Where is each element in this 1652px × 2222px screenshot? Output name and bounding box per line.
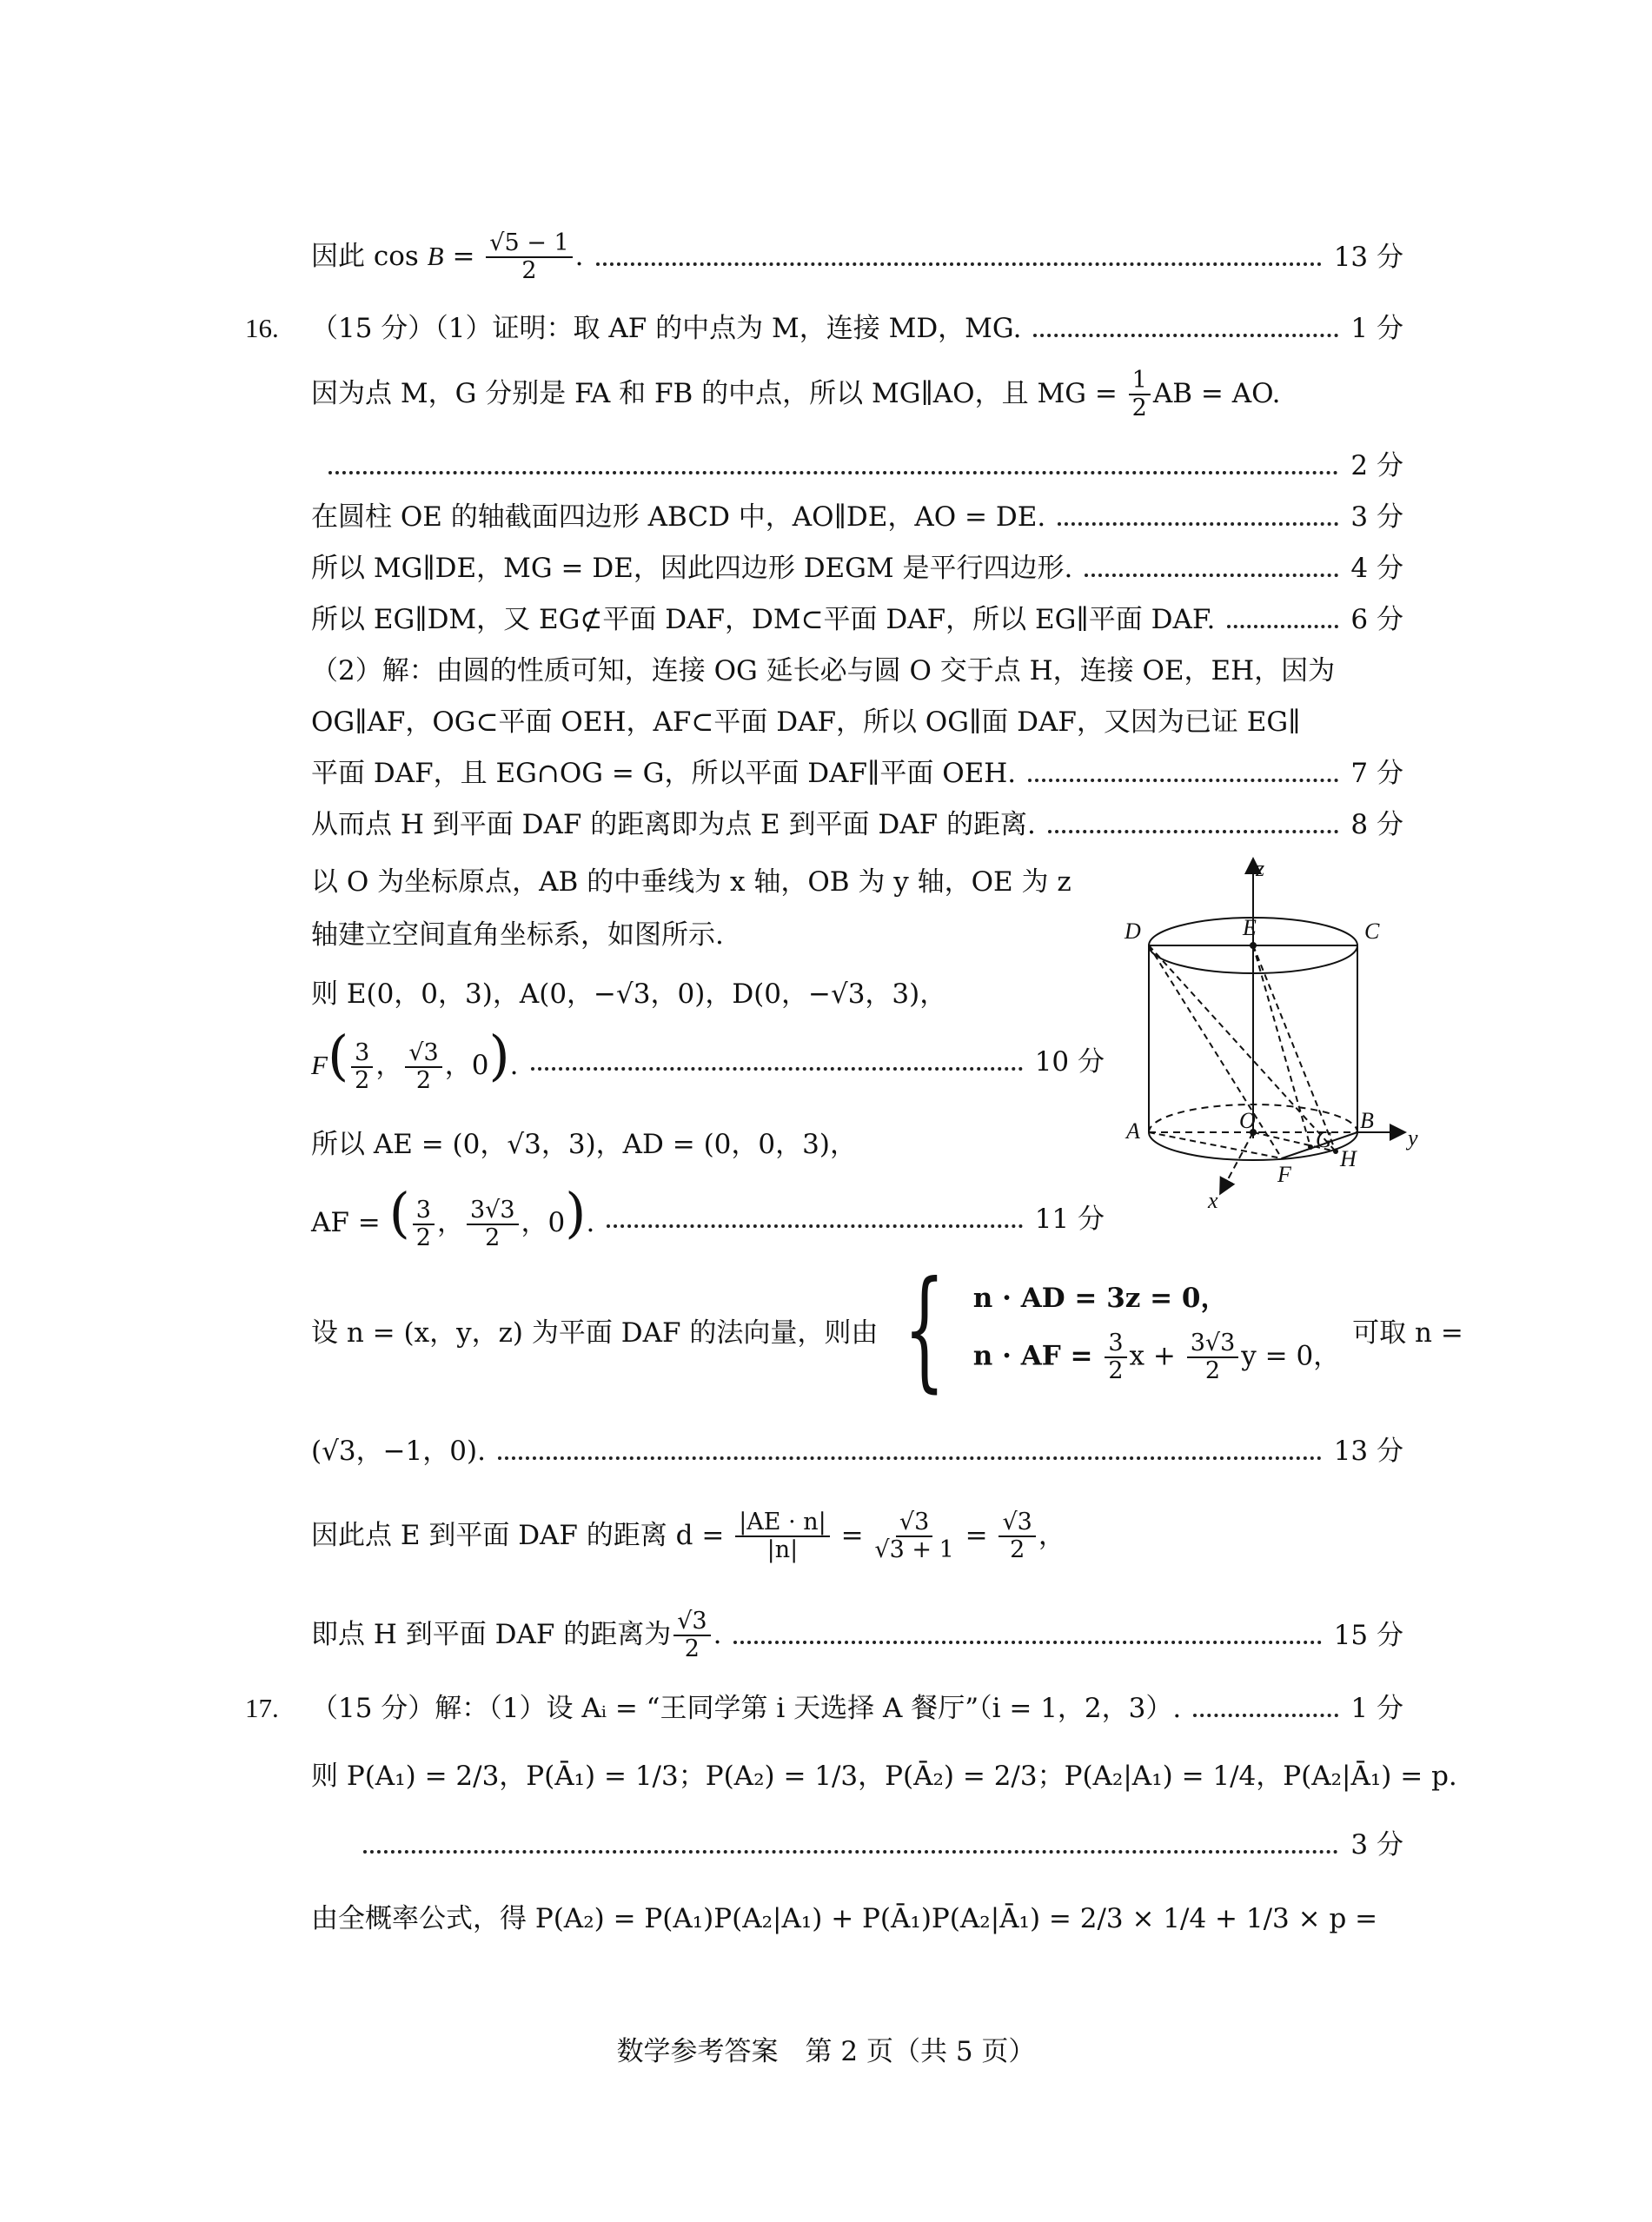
question-number: 16. — [245, 313, 279, 343]
leader-dots — [1227, 625, 1338, 628]
point-label-d: D — [1125, 919, 1141, 944]
point-label-f: F — [1277, 1162, 1291, 1187]
score-label: 3 分 — [1350, 501, 1403, 533]
leader-dots — [498, 1456, 1322, 1460]
q16-line-13: 则 E(0，0，3)，A(0，−√3，0)，D(0，−√3，3)， — [311, 978, 947, 1010]
q16-line-7: （2）解：由圆的性质可知，连接 OG 延长必与圆 O 交于点 H，连接 OE，EH，因为 — [311, 655, 1336, 686]
point-label-g: G — [1316, 1127, 1332, 1152]
score-label: 3 分 — [1350, 1829, 1403, 1861]
score-label: 2 分 — [1350, 450, 1403, 481]
score-label: 4 分 — [1350, 553, 1403, 584]
axis-label-x: x — [1208, 1188, 1218, 1213]
q16-line-11: 以 O 为坐标原点，AB 的中垂线为 x 轴，OB 为 y 轴，OE 为 z — [311, 866, 1071, 898]
leader-dots — [733, 1641, 1321, 1644]
leader-dots — [596, 262, 1322, 266]
leader-dots — [1033, 334, 1338, 337]
score-label: 1 分 — [1350, 1693, 1403, 1724]
q17-line-2: 则 P(A₁) = 2/3，P(Ā₁) = 1/3；P(A₂) = 1/3，P(Ā₂) = 2/3；P(A₂|A₁) = 1/4，P(A₂|Ā₁) = p. — [311, 1761, 1457, 1792]
q16-line-1: 16. （15 分）（1）证明：取 AF 的中点为 M，连接 MD，MG. 1 分 — [311, 302, 1403, 355]
score-label: 13 分 — [1333, 1436, 1403, 1467]
q16-line-19: 因此点 E 到平面 DAF 的距离 d = $\frac{|AE \cdot n|}{|n|}$ = $\frac{√3}{√3 + 1}$ = $\frac{√3}{2}$ ， — [311, 1509, 1065, 1564]
leader-dots — [1058, 522, 1338, 526]
q16-line-16: AF = ( $\frac{3}{2}$ ， $\frac{3√3}{2}$ ，0). 11 分 — [311, 1181, 1105, 1251]
q17-line-4: 由全概率公式，得 P(A₂) = P(A₁)P(A₂|A₁) + P(Ā₁)P(A₂|Ā₁) = 2/3 × 1/4 + 1/3 × p = — [311, 1903, 1378, 1934]
leader-dots — [1193, 1714, 1338, 1717]
point-label-c: C — [1364, 919, 1380, 944]
score-label: 11 分 — [1034, 1204, 1105, 1235]
score-label: 6 分 — [1350, 604, 1403, 635]
point-label-a: A — [1126, 1118, 1140, 1144]
leader-dots — [531, 1067, 1023, 1071]
q17-line-1: 17. （15 分）解：（1）设 Aᵢ = “王同学第 i 天选择 A 餐厅”（i = 1，2，3）. 1 分 — [311, 1682, 1403, 1734]
page-footer: 数学参考答案 第 2 页（共 5 页） — [616, 2036, 1036, 2067]
leader-dots — [607, 1224, 1022, 1228]
leader-dots — [328, 471, 1338, 474]
q16-line-3 — [328, 440, 1403, 492]
score-label: 7 分 — [1350, 758, 1403, 789]
point-label-b: B — [1360, 1108, 1374, 1133]
q16-line-4: 在圆柱 OE 的轴截面四边形 ABCD 中，AO∥DE，AO = DE. 3 分 — [311, 491, 1403, 543]
normal-vector-system: 设 n = (x，y，z) 为平面 DAF 的法向量，则由 { n · AD = 3z = 0， n · AF = $\frac{3}{2}$ x + $\frac{3√3}{2}$ y = 0， 可取 n = — [311, 1254, 1463, 1405]
q16-line-14: F( $\frac{3}{2}$ ， $\frac{√3}{2}$ ，0). 10 分 — [311, 1024, 1105, 1094]
q16-line-8: OG∥AF，OG⊂平面 OEH，AF⊂平面 DAF，所以 OG∥面 DAF，又因为已证 EG∥ — [311, 706, 1301, 738]
equation-2: n · AF = $\frac{3}{2}$ x + $\frac{3√3}{2}$ y = 0， — [972, 1329, 1341, 1384]
q16-line-2: 因为点 M，G 分别是 FA 和 FB 的中点，所以 MG∥AO，且 MG = $\frac{1}{2}$ AB = AO. — [311, 367, 1281, 422]
q16-line-10: 从而点 H 到平面 DAF 的距离即为点 E 到平面 DAF 的距离. 8 分 — [311, 799, 1403, 851]
equation-1: n · AD = 3z = 0， — [972, 1282, 1228, 1314]
score-label: 1 分 — [1350, 313, 1403, 344]
axis-label-z: z — [1256, 856, 1265, 881]
point-label-o: O — [1239, 1108, 1256, 1133]
q16-line-20: 即点 H 到平面 DAF 的距离为 $\frac{√3}{2}$ . 15 分 — [311, 1608, 1403, 1663]
leader-dots — [1085, 574, 1338, 577]
q16-line-5: 所以 MG∥DE，MG = DE，因此四边形 DEGM 是平行四边形. 4 分 — [311, 542, 1403, 594]
score-label: 8 分 — [1350, 809, 1403, 840]
q16-line-15: 所以 AE = (0，√3，3)，AD = (0，0，3)， — [311, 1129, 857, 1160]
point-label-h: H — [1340, 1146, 1357, 1171]
axis-label-y: y — [1408, 1125, 1418, 1151]
left-brace: { — [904, 1254, 945, 1405]
score-label: 15 分 — [1333, 1620, 1403, 1651]
q16-line-9: 平面 DAF，且 EG∩OG = G，所以平面 DAF∥平面 OEH. 7 分 — [311, 747, 1403, 799]
line-cos-b: 因此 cos B = $\frac{√5 - 1}{2}$ . 13 分 — [311, 229, 1403, 285]
q16-line-12: 轴建立空间直角坐标系，如图所示. — [311, 919, 724, 951]
q16-line-18: (√3，−1，0). 13 分 — [311, 1425, 1403, 1477]
question-number: 17. — [245, 1693, 279, 1723]
score-label: 13 分 — [1333, 242, 1403, 273]
q16-line-6: 所以 EG∥DM，又 EG⊄平面 DAF，DM⊂平面 DAF，所以 EG∥平面 DAF. 6 分 — [311, 594, 1403, 646]
cylinder-coordinate-figure — [1121, 852, 1434, 1217]
q17-line-3 — [363, 1819, 1403, 1871]
leader-dots — [1028, 779, 1338, 782]
point-label-e: E — [1243, 915, 1257, 940]
score-label: 10 分 — [1034, 1046, 1105, 1078]
leader-dots — [363, 1850, 1338, 1854]
leader-dots — [1048, 830, 1339, 833]
